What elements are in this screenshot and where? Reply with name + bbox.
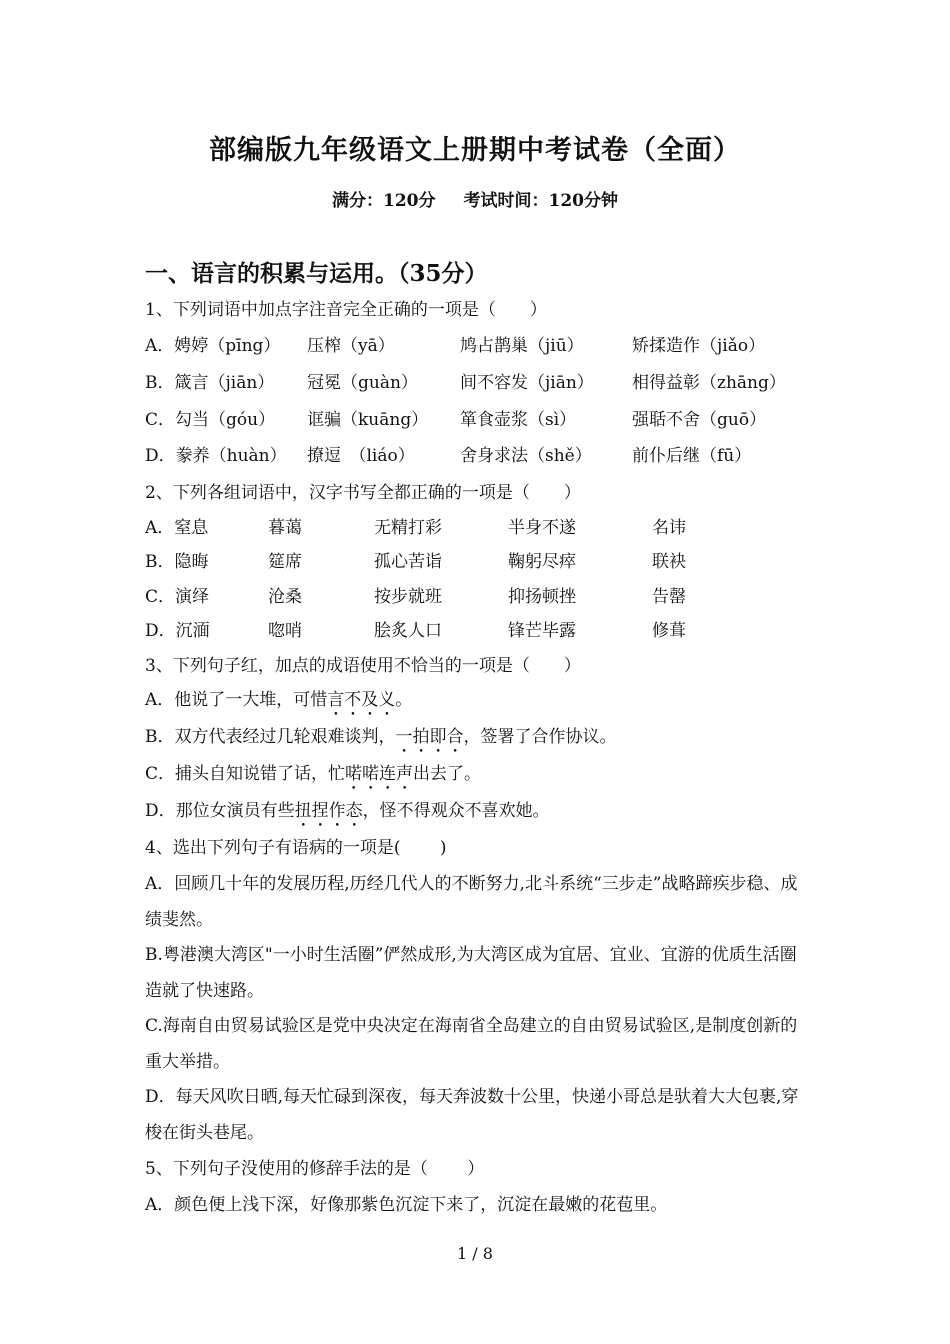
q3-option-a xyxy=(145,685,412,720)
full-score: 满分：120分 xyxy=(332,191,436,211)
q2-option-cell: B．隐晦 xyxy=(145,552,209,572)
q4-option-a: A．回顾几十年的发展历程,历经几代人的不断努力,北斗系统“三步走”战略蹄疾步稳、成绩斐然。 xyxy=(145,874,798,930)
q1-option-cell: A．娉婷（pīng） xyxy=(145,336,281,356)
q1-option-cell: D．豢养（huàn） xyxy=(145,446,287,466)
q1-option-cell: B．箴言（jiān） xyxy=(145,373,275,393)
q1-option-cell: C．勾当（góu） xyxy=(145,410,276,430)
q2-option-cell: 抑扬顿挫 xyxy=(508,587,576,607)
q1-option-cell: 舍身求法（shě） xyxy=(460,446,592,466)
dotted-idiom: 喏喏连声 xyxy=(345,764,414,784)
q2-option-cell: 名讳 xyxy=(652,518,686,538)
q4-option-c: C.海南自由贸易试验区是党中央决定在海南省全岛建立的自由贸易试验区,是制度创新的重大举措。 xyxy=(145,1016,798,1072)
q1-option-cell: 诓骗（kuāng） xyxy=(307,410,429,430)
q1-option-cell: 鸠占鹊巢（jiū） xyxy=(460,336,584,356)
q3-option-d xyxy=(145,796,550,831)
q1-option-cell: 箪食壶浆（sì） xyxy=(460,410,577,430)
q2-option-cell: 孤心苦诣 xyxy=(374,552,442,572)
q2-option-cell: C．演绎 xyxy=(145,587,210,607)
q3-option-c xyxy=(145,759,481,794)
exam-subtitle xyxy=(0,186,950,211)
option-text: ，怪不得观众不喜欢她。 xyxy=(362,801,550,821)
question-1-stem: 1、下列词语中加点字注音完全正确的一项是（ ） xyxy=(145,300,547,320)
q2-option-cell: A．窒息 xyxy=(145,518,209,538)
section-heading: 一、语言的积累与运用。（35分） xyxy=(145,260,488,287)
q2-option-cell: 鞠躬尽瘁 xyxy=(508,552,576,572)
q2-option-cell: D．沉湎 xyxy=(145,621,210,641)
q2-option-cell: 半身不遂 xyxy=(508,518,576,538)
dotted-idiom: 一拍即合 xyxy=(395,727,464,747)
option-text: D．那位女演员有些 xyxy=(145,801,295,821)
q2-option-cell: 告罄 xyxy=(652,587,686,607)
q1-option-cell: 撩逗 （liáo） xyxy=(307,446,415,466)
exam-time: 考试时间：120分钟 xyxy=(463,191,618,211)
question-4-stem: 4、选出下列句子有语病的一项是( ) xyxy=(145,838,447,858)
q2-option-cell: 暮蔼 xyxy=(268,518,302,538)
q1-option-cell: 前仆后继（fū） xyxy=(632,446,752,466)
q1-option-cell: 矫揉造作（jiǎo） xyxy=(632,336,766,356)
q4-option-d: D．每天风吹日晒,每天忙碌到深夜，每天奔波数十公里，快递小哥总是驮着大大包裹,穿梭在街头巷尾。 xyxy=(145,1087,799,1143)
q1-option-cell: 冠冕（guàn） xyxy=(307,373,418,393)
dotted-idiom: 扭捏作态 xyxy=(294,801,363,821)
q2-option-cell: 修葺 xyxy=(652,621,686,641)
option-text: 。 xyxy=(395,690,413,710)
q2-option-cell: 按步就班 xyxy=(374,587,442,607)
option-text: 出去了。 xyxy=(413,764,482,784)
q1-option-cell: 相得益彰（zhāng） xyxy=(632,373,786,393)
q2-option-cell: 筵席 xyxy=(268,552,302,572)
option-text: C．捕头自知说错了话，忙 xyxy=(145,764,346,784)
q1-option-cell: 压榨（yā） xyxy=(307,336,395,356)
q1-option-cell: 强聒不舍（guō） xyxy=(632,410,767,430)
q1-option-cell: 间不容发（jiān） xyxy=(460,373,594,393)
question-3-stem: 3、下列句子红，加点的成语使用不恰当的一项是（ ） xyxy=(145,656,581,676)
exam-title: 部编版九年级语文上册期中考试卷（全面） xyxy=(209,135,741,166)
q2-option-cell: 唿哨 xyxy=(268,621,302,641)
option-text: ，签署了合作协议。 xyxy=(463,727,617,747)
q5-option-a: A．颜色便上浅下深，好像那紫色沉淀下来了，沉淀在最嫩的花苞里。 xyxy=(145,1195,668,1215)
q2-option-cell: 无精打彩 xyxy=(374,518,442,538)
page-number: 1 / 8 xyxy=(457,1244,493,1263)
dotted-idiom: 言不及义 xyxy=(327,690,396,710)
option-text: B．双方代表经过几轮艰难谈判， xyxy=(145,727,396,747)
question-2-stem: 2、下列各组词语中，汉字书写全都正确的一项是（ ） xyxy=(145,483,581,503)
q3-option-b xyxy=(145,722,617,757)
option-text: A．他说了一大堆，可惜 xyxy=(145,690,328,710)
q2-option-cell: 脍炙人口 xyxy=(374,621,442,641)
q2-option-cell: 沧桑 xyxy=(268,587,302,607)
q4-option-b: B.粤港澳大湾区"一小时生活圈”俨然成形,为大湾区成为宜居、宜业、宜游的优质生活圈造就了快速路。 xyxy=(145,945,797,1001)
q2-option-cell: 锋芒毕露 xyxy=(508,621,576,641)
question-5-stem: 5、下列句子没使用的修辞手法的是（ ） xyxy=(145,1159,485,1179)
q2-option-cell: 联袂 xyxy=(652,552,686,572)
